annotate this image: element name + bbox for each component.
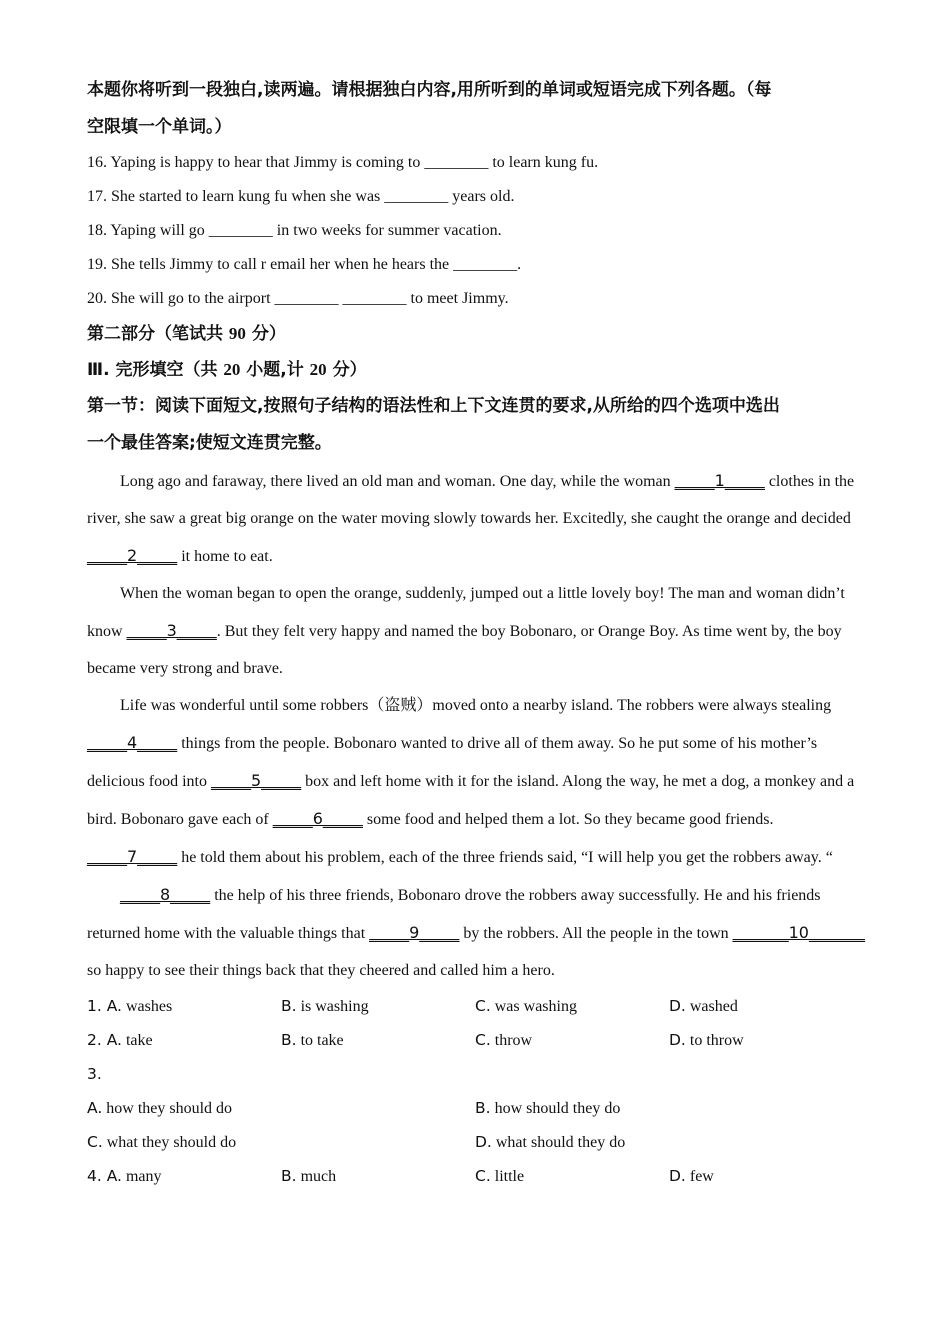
option-4d: D. few <box>669 1167 714 1185</box>
option-1a: 1. A. washes <box>87 997 173 1015</box>
passage-paragraph-1: Long ago and faraway, there lived an old man and woman. One day, while the woman _____1_____ clothes in the river, she saw a great big orange on the water moving slowly towards her. Excitedly, she caught the orange and decided _____2_____ it home to eat. <box>87 471 855 565</box>
blank-4: _____4_____ <box>87 733 178 752</box>
question-16: 16. Yaping is happy to hear that Jimmy is coming to ________ to learn kung fu. <box>87 154 599 171</box>
blank-3: _____3_____ <box>126 621 217 640</box>
instruction-line-b: 空限填一个单词。） <box>87 117 232 137</box>
exam-page <box>87 72 867 1193</box>
option-2a: 2. A. take <box>87 1031 153 1049</box>
option-4a: 4. A. many <box>87 1167 162 1185</box>
listening-questions <box>87 146 867 316</box>
options-q4 <box>87 1159 867 1193</box>
blank-8: _____8_____ <box>120 885 211 904</box>
option-1d: D. washed <box>669 997 738 1015</box>
section-one-instruction <box>87 388 867 462</box>
question-17: 17. She started to learn kung fu when she was ________ years old. <box>87 188 515 205</box>
passage-paragraph-4: _____8_____ the help of his three friends, Bobonaro drove the robbers away successfully. He and his friends returned home with the valuable things that _____9_____ by the robbers. All the people in the town _______10_______ so happy to see their things back that they cheered and called him a hero. <box>87 885 865 979</box>
option-1c: C. was washing <box>475 997 577 1015</box>
blank-10: _______10_______ <box>732 923 865 942</box>
options-q1 <box>87 989 867 1023</box>
blank-5: _____5_____ <box>210 771 302 790</box>
cloze-passage <box>87 462 867 989</box>
question-20: 20. She will go to the airport ________ ________ to meet Jimmy. <box>87 290 509 307</box>
blank-6: _____6_____ <box>272 809 363 828</box>
option-4b: B. much <box>281 1167 337 1185</box>
blank-7: _____7_____ <box>87 847 178 866</box>
question-19: 19. She tells Jimmy to call r email her when he hears the ________. <box>87 256 522 273</box>
section-three-heading: Ⅲ. 完形填空（共 20 小题,计 20 分） <box>87 360 367 380</box>
option-3c: C. what they should do <box>87 1133 237 1151</box>
option-2d: D. to throw <box>669 1031 744 1049</box>
question-18: 18. Yaping will go ________ in two weeks for summer vacation. <box>87 222 502 239</box>
options-q3-row2 <box>87 1125 867 1159</box>
part-two-heading: 第二部分（笔试共 90 分） <box>87 324 286 344</box>
option-2b: B. to take <box>281 1031 344 1049</box>
blank-1: _____1_____ <box>674 471 765 490</box>
blank-2: _____2_____ <box>87 546 178 565</box>
option-3d: D. what should they do <box>475 1133 626 1151</box>
passage-paragraph-3: Life was wonderful until some robbers（盗贼）moved onto a nearby island. The robbers were always stealing _____4_____ things from the people. Bobonaro wanted to drive all of them away. So he put some of his mother’s delicious food into _____5_____ box and left home with it for the island. Along the way, he met a dog, a monkey and a bird. Bobonaro gave each of _____6_____ some food and helped them a lot. So they became good friends. _____7_____ he told them about his problem, each of the three friends said, “I will help you get the robbers away. “ <box>87 697 855 866</box>
option-3a: A. how they should do <box>87 1099 233 1117</box>
options-q2 <box>87 1023 867 1057</box>
option-3b: B. how should they do <box>475 1099 621 1117</box>
answer-options <box>87 989 867 1193</box>
section-one-line-b: 一个最佳答案;使短文连贯完整。 <box>87 433 332 453</box>
passage-paragraph-2: When the woman began to open the orange, suddenly, jumped out a little lovely boy! The man and woman didn’t know _____3_____. But they felt very happy and named the boy Bobonaro, or Orange Boy. As time went by, the boy became very strong and brave. <box>87 585 845 677</box>
options-q3-number: 3. <box>87 1065 102 1083</box>
option-1b: B. is washing <box>281 997 369 1015</box>
option-2c: C. throw <box>475 1031 533 1049</box>
section-one-line-a: 第一节：阅读下面短文,按照句子结构的语法性和上下文连贯的要求,从所给的四个选项中选出 <box>87 396 780 416</box>
blank-9: _____9_____ <box>369 923 460 942</box>
instruction-line-a: 本题你将听到一段独白,读两遍。请根据独白内容,用所听到的单词或短语完成下列各题。（每 <box>87 80 772 100</box>
option-4c: C. little <box>475 1167 525 1185</box>
listening-instruction <box>87 72 867 146</box>
options-q3-row1 <box>87 1091 867 1125</box>
